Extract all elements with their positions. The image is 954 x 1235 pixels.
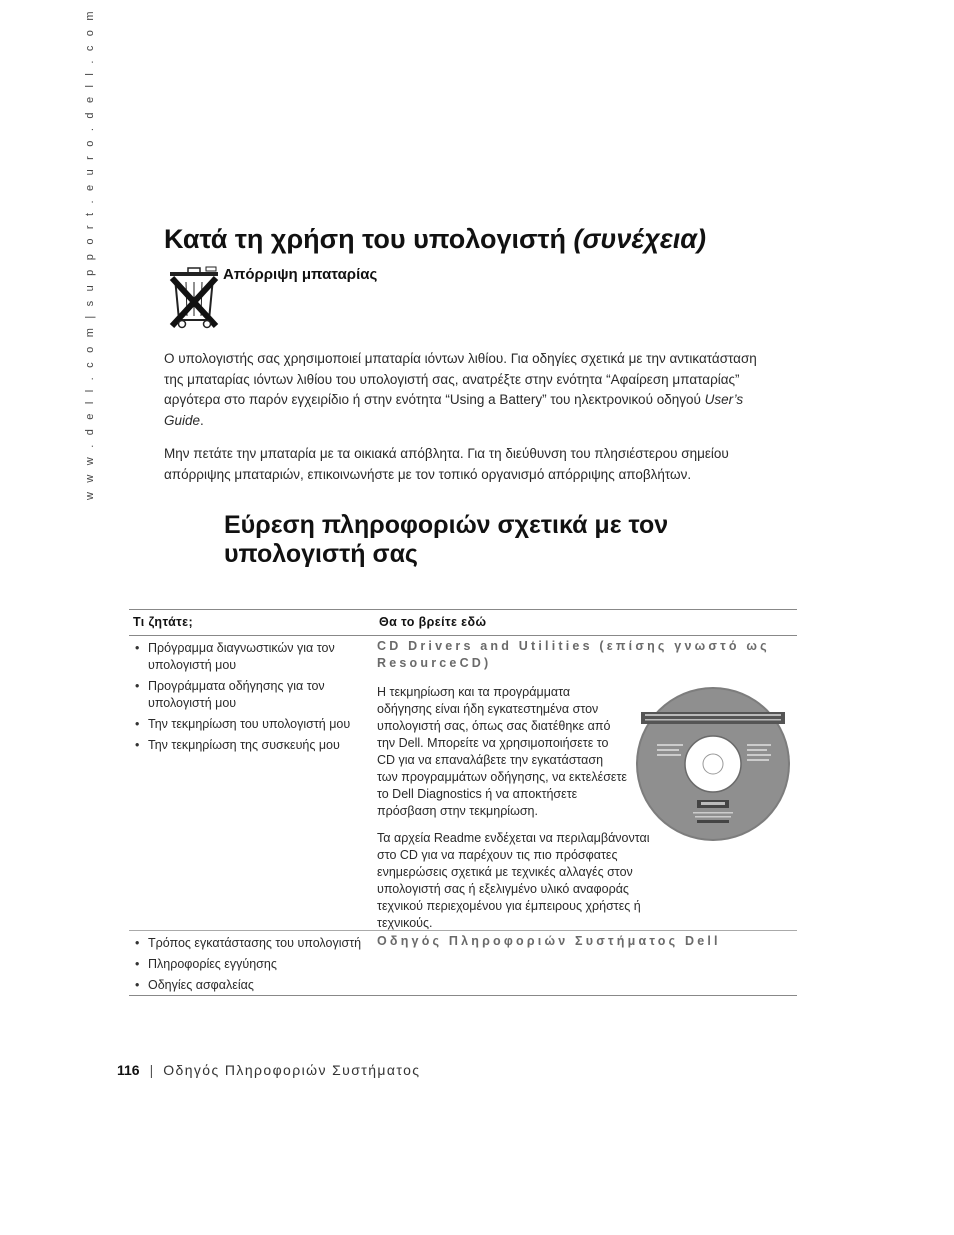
footer-label: Οδηγός Πληροφοριών Συστήματος [163,1062,421,1078]
list-item: • Πρόγραμμα διαγνωστικών για τον υπολογιστή μου [133,640,377,674]
list-item: • Οδηγίες ασφαλείας [133,977,377,994]
row-resource [377,931,797,995]
battery-paragraph-2: Μην πετάτε την μπαταρία με τα οικιακά απόβλητα. Για τη διεύθυνση του πλησιέστερου σημείου απόρριψης μπαταριών, επικοινωνήστε με τον τοπικό οργανισμό απόρριψης αποβλήτων. [164,446,729,482]
title-main: Κατά τη χρήση του υπολογιστή [164,224,574,254]
resource-title-info-guide: Οδηγός Πληροφοριών Συστήματος Dell [377,934,721,948]
resource-title-cd: CD Drivers and Utilities (επίσης γνωστό ως ResourceCD) [377,639,770,670]
list-item: • Τρόπος εγκατάστασης του υπολογιστή [133,935,377,952]
row-resource [377,636,797,930]
crossed-bin-icon [168,266,222,332]
list-item: • Την τεκμηρίωση της συσκευής μου [133,737,377,754]
section-title-using-computer [164,224,706,255]
list-item: • Πληροφορίες εγγύησης [133,956,377,973]
row-needs [129,636,377,930]
table-header [129,610,797,636]
table-row [129,636,797,931]
para1-end: . [200,412,204,428]
page-footer [117,1062,420,1078]
row-needs [129,931,377,995]
battery-disposal-heading: Απόρριψη μπαταρίας [223,266,378,283]
side-url: w w w . d e l l . c o m | s u p p o r t . e u r o . d e l l . c o m [84,8,96,500]
cd-description-1: Η τεκμηρίωση και τα προγράμματα οδήγησης είναι ήδη εγκατεστημένα στον υπολογιστή σας, όπως σας διατέθηκε από την Dell. Μπορείτε να χρησιμοποιήσετε το CD για να επαναλάβετε την εγκατάσταση των προγραμμάτων οδήγησης, να εκτελέσετε το Dell Diagnostics ή να αποκτήσετε πρόσβαση στην τεκμηρίωση. [377,685,627,818]
info-table [129,609,797,996]
users-guide-ref: User’s Guide [164,392,744,428]
title-continued: (συνέχεια) [573,224,707,254]
page-number: 116 [117,1062,140,1078]
cd-description-2: Τα αρχεία Readme ενδέχεται να περιλαμβάνονται στο CD για να παρέχουν τις πιο πρόσφατες ενημερώσεις σχετικά με τεχνικές αλλαγές στον υπολογιστή σας ή εξελιγμένο υλικό αναφοράς τεχνικού περιεχομένου για έμπειρους χρήστες ή τεχνικούς. [377,831,650,930]
battery-paragraph-1 [164,349,764,431]
header-what-looking-for: Τι ζητάτε; [133,615,194,629]
cd-disc-image [635,686,791,842]
list-item: • Την τεκμηρίωση του υπολογιστή μου [133,716,377,733]
table-row [129,931,797,995]
para1-text: Ο υπολογιστής σας χρησιμοποιεί μπαταρία ιόντων λιθίου. Για οδηγίες σχετικά με την αντικατάσταση της μπαταρίας ιόντων λιθίου του υπολογιστή σας, ανατρέξτε στην ενότητα “Αφαίρεση μπαταρίας” αργότερα στο παρόν εγχειρίδιο ή στην ενότητα “Using a Battery” του ηλεκτρονικού οδηγού [164,351,757,407]
list-item: • Προγράμματα οδήγησης για τον υπολογιστή μου [133,678,377,712]
section-title-finding-info: Εύρεση πληροφοριών σχετικά με τον υπολογιστή σας [224,511,669,568]
header-find-it-here: Θα το βρείτε εδώ [379,615,487,629]
footer-separator: | [149,1062,154,1078]
